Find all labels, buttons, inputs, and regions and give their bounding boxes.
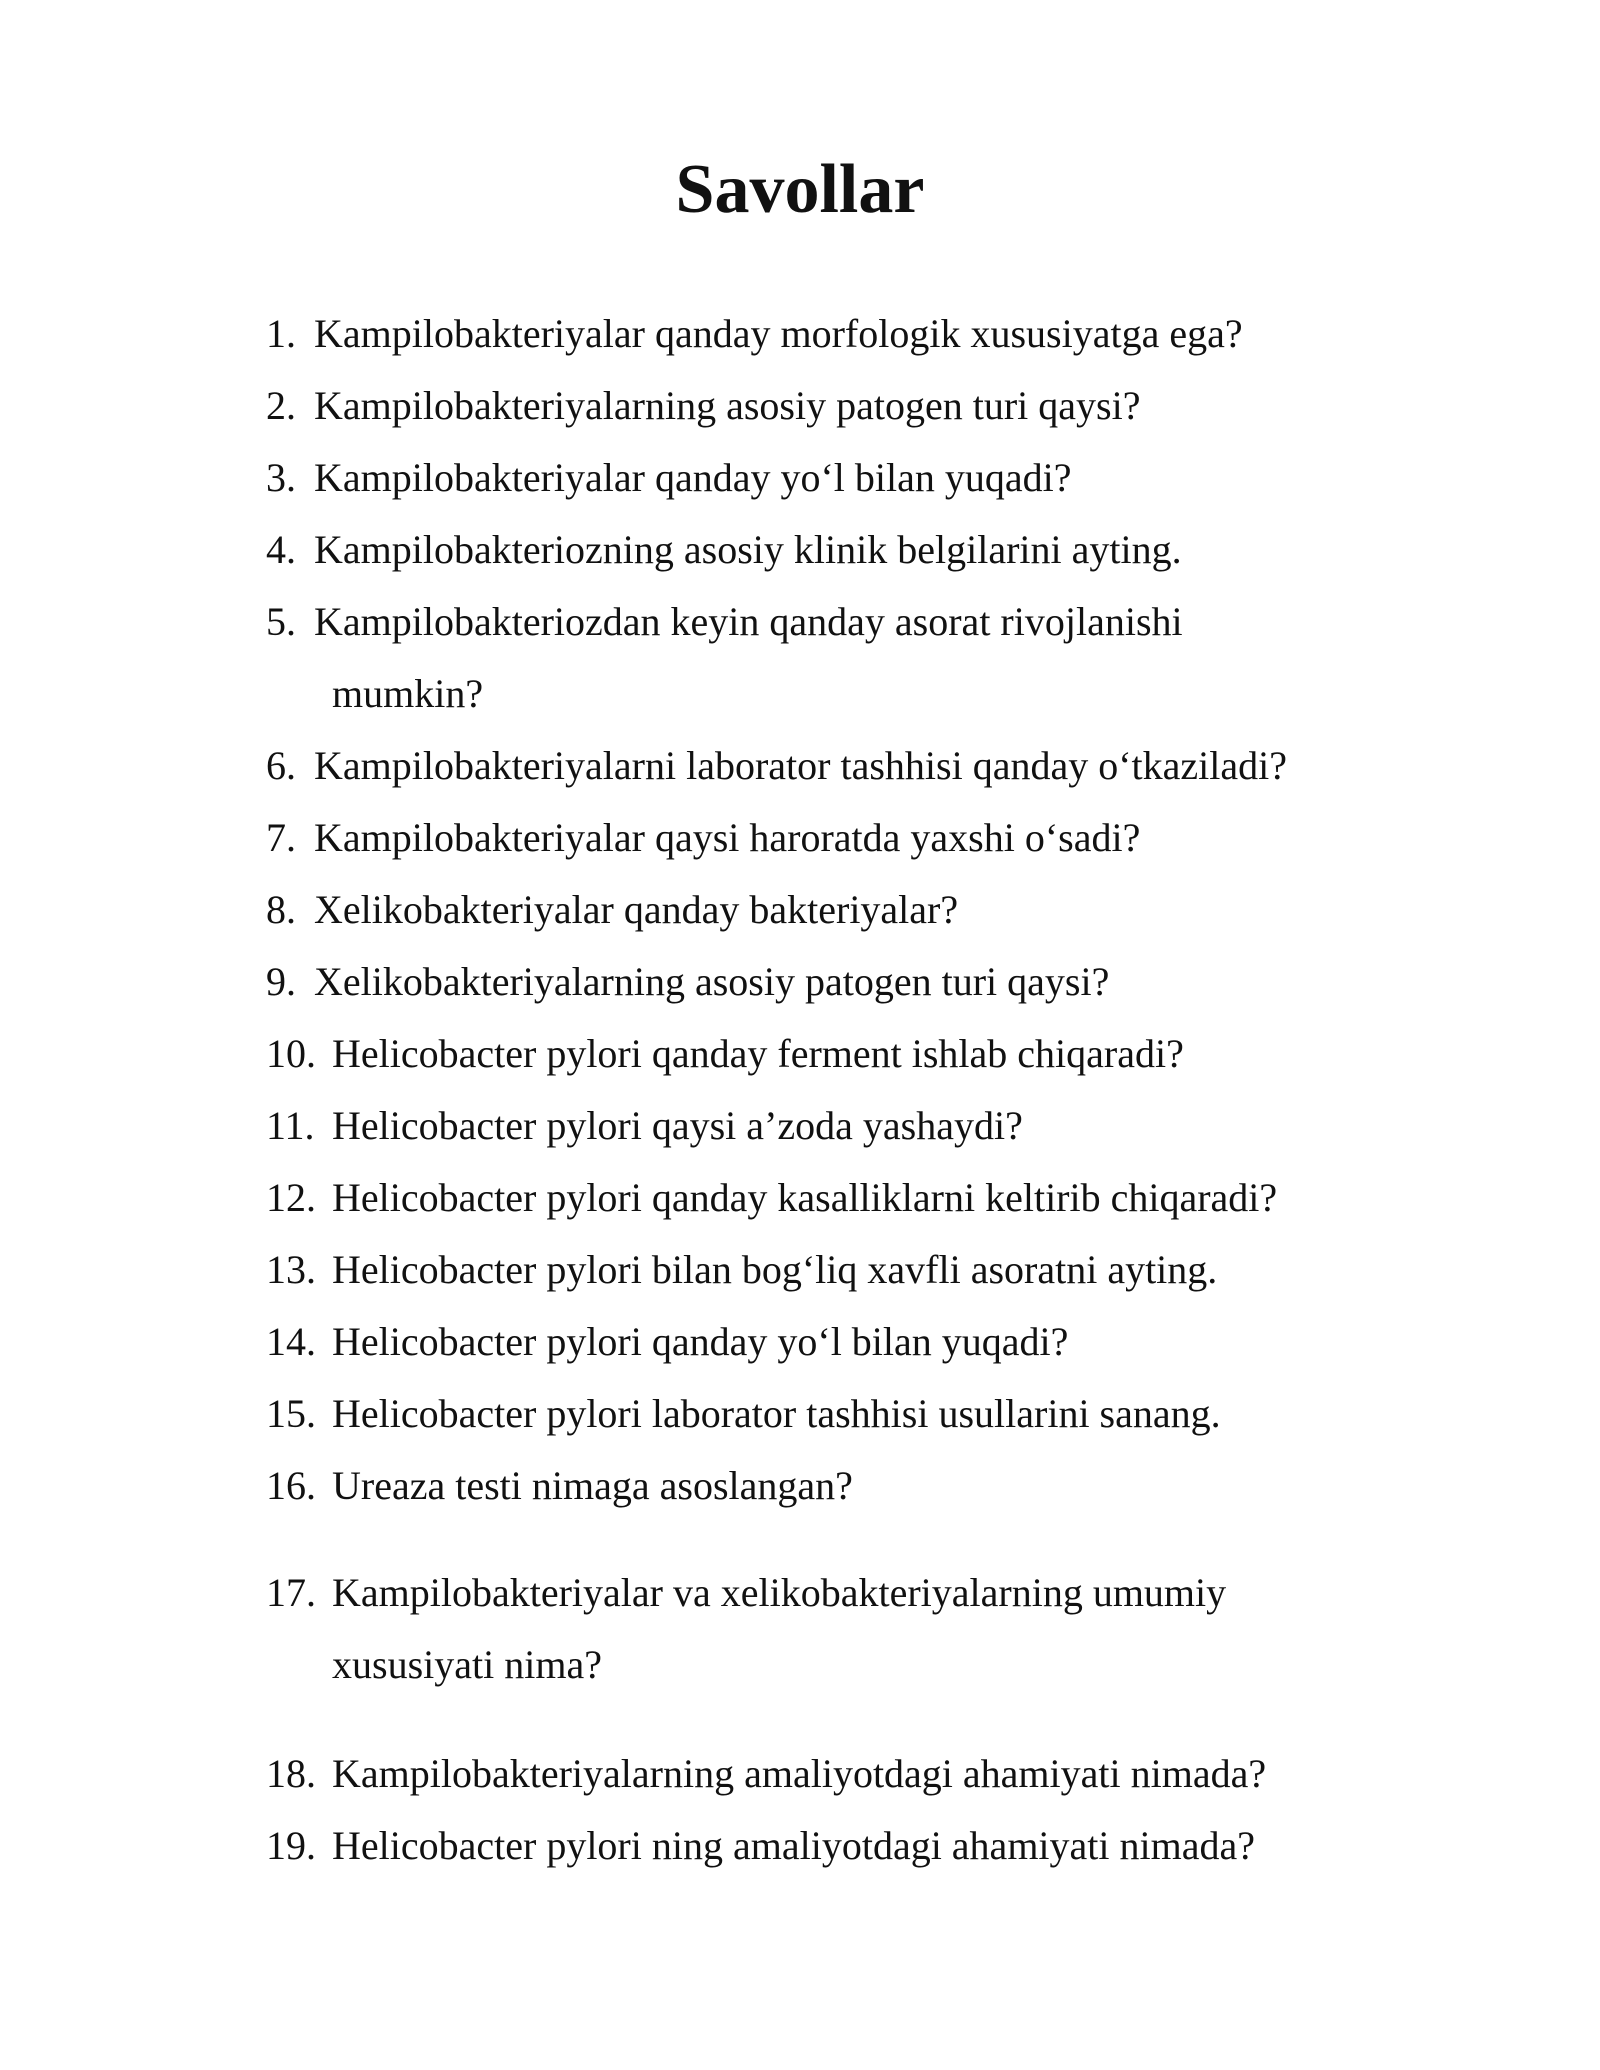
question-text: Kampilobakteriyalar qanday morfologik xususiyatga ega? (314, 311, 1243, 356)
question-number: 9. (266, 959, 296, 1004)
question-item-6 (266, 742, 1287, 790)
question-item-15 (266, 1390, 1221, 1438)
question-number: 19. (266, 1823, 316, 1868)
question-text: Helicobacter pylori qanday yo‘l bilan yuqadi? (332, 1319, 1069, 1364)
question-text: Kampilobakteriyalar qanday yo‘l bilan yuqadi? (314, 455, 1072, 500)
question-item-8 (266, 886, 958, 934)
question-number: 15. (266, 1391, 316, 1436)
question-item-17 (266, 1569, 1226, 1617)
question-text: Helicobacter pylori qanday ferment ishlab chiqaradi? (332, 1031, 1184, 1076)
question-item-17-continuation: xususiyati nima? (332, 1642, 602, 1687)
question-number: 8. (266, 887, 296, 932)
question-number: 5. (266, 599, 296, 644)
question-item-13 (266, 1246, 1217, 1294)
question-item-1 (266, 310, 1243, 358)
question-number: 16. (266, 1463, 316, 1508)
question-item-11 (266, 1102, 1023, 1150)
question-item-14 (266, 1318, 1068, 1366)
question-text: Ureaza testi nimaga asoslangan? (332, 1463, 853, 1508)
question-number: 1. (266, 311, 296, 356)
page-title: Savollar (675, 151, 925, 228)
question-number: 11. (266, 1103, 315, 1148)
question-text: Helicobacter pylori bilan bog‘liq xavfli asoratni ayting. (332, 1247, 1218, 1292)
question-number: 2. (266, 383, 296, 428)
question-text: Kampilobakteriyalarning asosiy patogen turi qaysi? (314, 383, 1141, 428)
question-number: 12. (266, 1175, 316, 1220)
question-text: Xelikobakteriyalar qanday bakteriyalar? (314, 887, 959, 932)
question-text: Helicobacter pylori laborator tashhisi usullarini sanang. (332, 1391, 1221, 1436)
question-text: Kampilobakteriyalar qaysi haroratda yaxshi o‘sadi? (314, 815, 1141, 860)
question-item-18 (266, 1750, 1266, 1798)
question-number: 6. (266, 743, 296, 788)
question-text: Helicobacter pylori qanday kasalliklarni keltirib chiqaradi? (332, 1175, 1278, 1220)
question-number: 13. (266, 1247, 316, 1292)
question-item-12 (266, 1174, 1277, 1222)
question-number: 4. (266, 527, 296, 572)
question-number: 17. (266, 1570, 316, 1615)
question-item-5-continuation: mumkin? (332, 671, 484, 716)
question-number: 18. (266, 1751, 316, 1796)
question-item-9 (266, 958, 1109, 1006)
question-text: Kampilobakteriyalarning amaliyotdagi ahamiyati nimada? (332, 1751, 1267, 1796)
question-text: Xelikobakteriyalarning asosiy patogen turi qaysi? (314, 959, 1110, 1004)
question-item-5 (266, 598, 1183, 646)
question-item-19 (266, 1822, 1255, 1870)
question-number: 14. (266, 1319, 316, 1364)
question-text: Kampilobakteriozdan keyin qanday asorat rivojlanishi (314, 599, 1183, 644)
question-text: Helicobacter pylori qaysi a’zoda yashaydi? (332, 1103, 1023, 1148)
question-text: Kampilobakteriyalarni laborator tashhisi qanday o‘tkaziladi? (314, 743, 1287, 788)
question-item-16 (266, 1462, 853, 1510)
question-number: 3. (266, 455, 296, 500)
question-item-10 (266, 1030, 1184, 1078)
question-item-7 (266, 814, 1140, 862)
question-number: 7. (266, 815, 296, 860)
question-text: Kampilobakteriozning asosiy klinik belgilarini ayting. (314, 527, 1182, 572)
question-item-4 (266, 526, 1182, 574)
question-item-2 (266, 382, 1140, 430)
question-text: Helicobacter pylori ning amaliyotdagi ahamiyati nimada? (332, 1823, 1256, 1868)
question-text: Kampilobakteriyalar va xelikobakteriyalarning umumiy (332, 1570, 1227, 1615)
question-number: 10. (266, 1031, 316, 1076)
question-item-3 (266, 454, 1072, 502)
